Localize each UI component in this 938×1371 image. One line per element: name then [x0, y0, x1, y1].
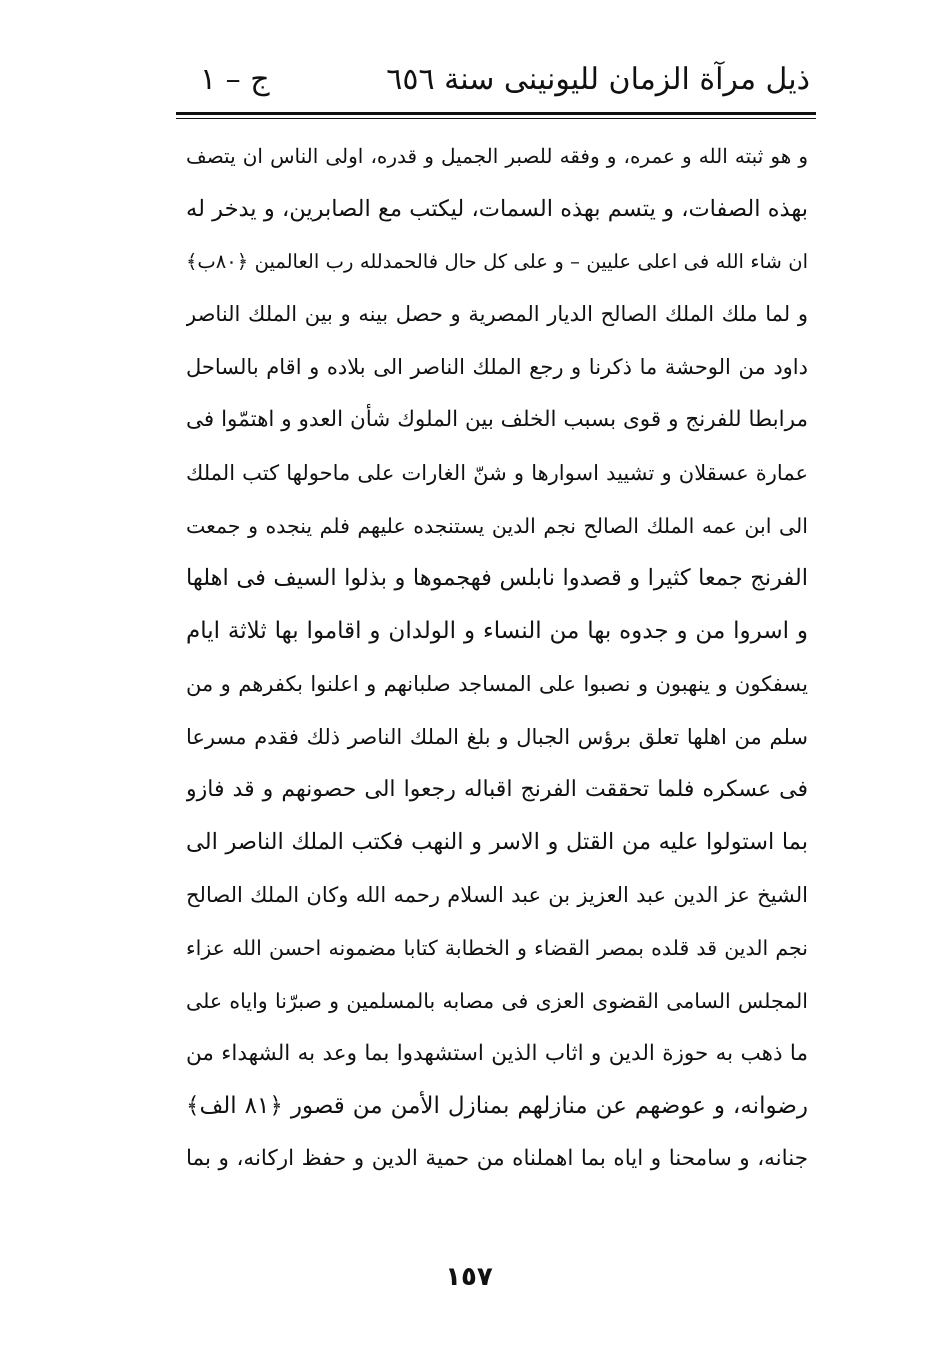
text-line: و هو ثبته الله و عمره، و وفقه للصبر الجميل و قدره، اولى الناس ان يتصف — [186, 144, 808, 168]
volume-number: ج – ١ — [200, 62, 270, 97]
text-line: و اسروا من و جدوه بها من النساء و الولدان و اقاموا بها ثلاثة ايام — [186, 618, 808, 645]
header-rule-thick — [176, 112, 816, 115]
text-line: نجم الدين قد قلده بمصر القضاء و الخطابة كتابا مضمونه احسن الله عزاء — [186, 935, 808, 960]
text-line: داود من الوحشة ما ذكرنا و رجع الملك الناصر الى بلاده و اقام بالساحل — [186, 355, 808, 380]
running-header — [180, 58, 810, 108]
text-line: فى عسكره فلما تحققت الفرنج اقباله رجعوا الى حصونهم و قد فازو — [186, 776, 808, 802]
text-line: ان شاء الله فى اعلى عليين – و على كل حال فالحمدلله رب العالمين ﴿٨٠ب﴾ — [186, 249, 808, 273]
text-line: سلم من اهلها تعلق برؤس الجبال و بلغ الملك الناصر ذلك فقدم مسرعا — [186, 724, 808, 749]
text-line: يسفكون و ينهبون و نصبوا على المساجد صلبانهم و اعلنوا بكفرهم و من — [186, 671, 808, 696]
text-line: بهذه الصفات، و يتسم بهذه السمات، ليكتب مع الصابرين، و يدخر له — [186, 195, 808, 222]
text-line: ما ذهب به حوزة الدين و اثاب الذين استشهدوا بما وعد به الشهداء من — [186, 1040, 808, 1066]
text-line: الشيخ عز الدين عبد العزيز بن عبد السلام رحمه الله وكان الملك الصالح — [186, 883, 808, 908]
header-rule-thin — [176, 118, 816, 119]
text-line: رضوانه، و عوضهم عن منازلهم بمنازل الأمن من قصور ﴿٨١ الف﴾ — [186, 1093, 808, 1120]
text-line: المجلس السامى القضوى العزى فى مصابه بالمسلمين و صبرّنا واياه على — [186, 988, 808, 1013]
body-text — [186, 130, 808, 1186]
text-line: جنانه، و سامحنا و اياه بما اهملناه من حمية الدين و حفظ اركانه، و بما — [186, 1146, 808, 1172]
running-title: ذيل مرآة الزمان لليونينى سنة ٦٥٦ — [386, 62, 810, 97]
text-line: مرابطا للفرنج و قوى بسبب الخلف بين الملوك شأن العدو و اهتمّوا فى — [186, 406, 808, 432]
text-line: بما استولوا عليه من القتل و الاسر و النهب فكتب الملك الناصر الى — [186, 829, 808, 856]
text-line: عمارة عسقلان و تشييد اسوارها و شنّ الغارات على ماحولها كتب الملك — [186, 460, 808, 485]
text-line: الى ابن عمه الملك الصالح نجم الدين يستنجده عليهم فلم ينجده و جمعت — [186, 513, 808, 538]
text-line: و لما ملك الملك الصالح الديار المصرية و حصل بينه و بين الملك الناصر — [186, 302, 808, 327]
text-line: الفرنج جمعا كثيرا و قصدوا نابلس فهجموها و بذلوا السيف فى اهلها — [186, 565, 808, 592]
page-number: ١٥٧ — [445, 1262, 493, 1292]
